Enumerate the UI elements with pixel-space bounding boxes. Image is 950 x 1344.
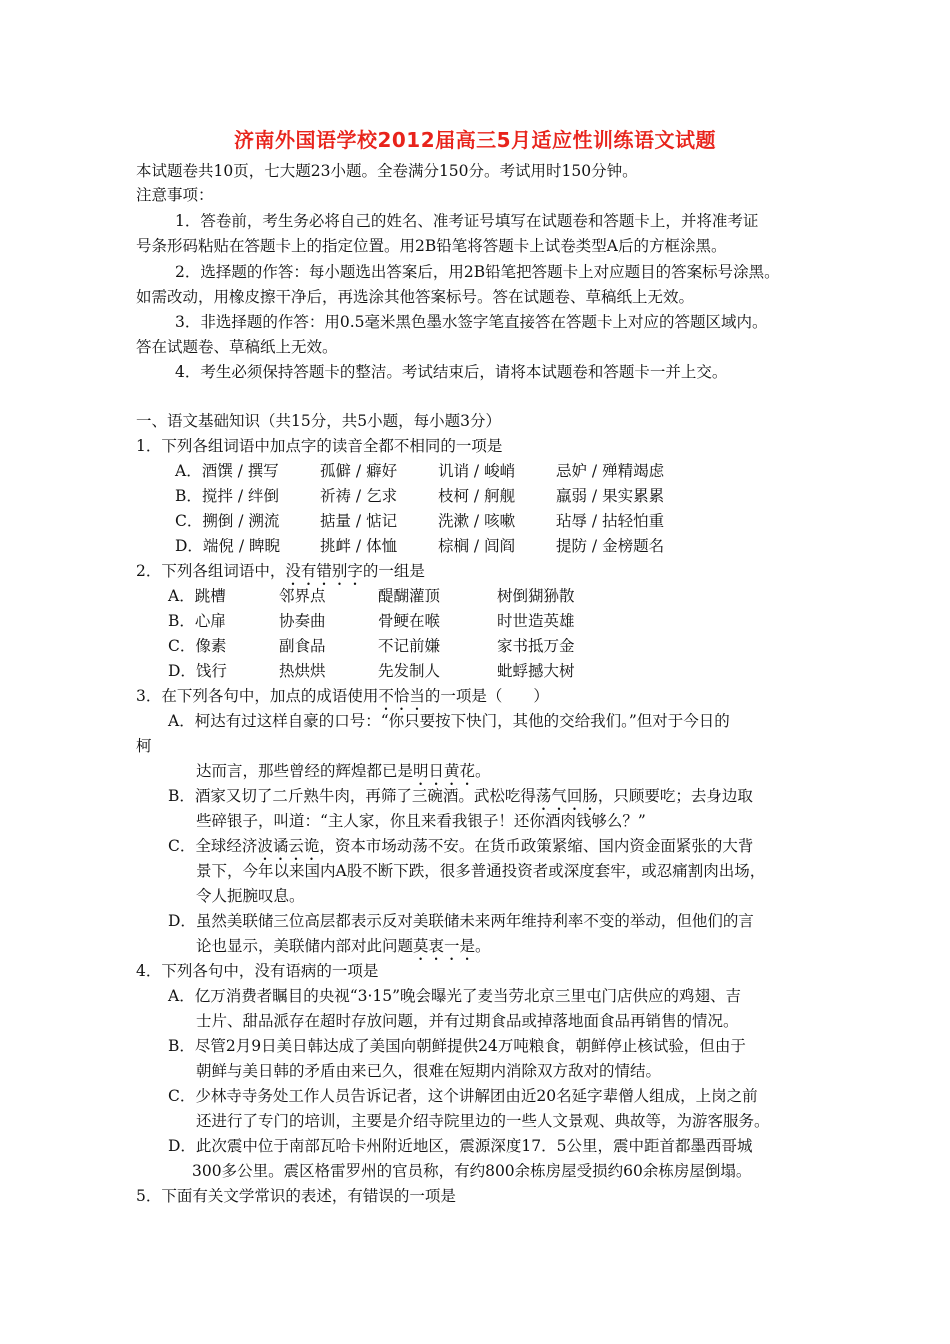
emphasized-idiom: 波谲云诡 [257, 837, 320, 855]
q2-cell: 热烘烘 [279, 662, 326, 680]
q3-option-c-line2: 景下，今年以来国内A股不断下跌，很多普通投资者或深度套牢，或忍痛割肉出场， [196, 862, 766, 880]
notice-4: 4．考生必须保持答题卡的整洁。考试结束后，请将本试题卷和答题卡一并上交。 [175, 363, 728, 381]
q1-cell: 洗漱 / 咳嗽 [438, 512, 516, 530]
q2-cell: 先发制人 [378, 662, 441, 680]
q1-cell: 羸弱 / 果实累累 [556, 487, 665, 505]
emphasized-idiom: 莫衷一是 [413, 937, 476, 955]
q1-cell: 棕榈 / 闾阎 [438, 537, 516, 555]
q1-cell: 掂量 / 惦记 [320, 512, 398, 530]
q1-cell: 枝柯 / 舸舰 [438, 487, 516, 505]
emphasized-idiom: 荡气回肠 [535, 787, 598, 805]
q2-cell: 副食品 [279, 637, 326, 655]
q3-option-d-line1: D．虽然美联储三位高层都表示反对美联储未来两年维持利率不变的举动，但他们的言 [168, 912, 754, 930]
page-title: 济南外国语学校2012届高三5月适应性训练语文试题 [233, 128, 717, 152]
q3-option-c-line1: C．全球经济波谲云诡，资本市场动荡不安。在货币政策紧缩、国内资金面紧张的大背 [168, 837, 754, 855]
q1-option-row [0, 510, 950, 532]
q2-option-row [0, 610, 950, 632]
q2-cell: 树倒猢狲散 [497, 587, 575, 605]
emphasized-idiom: 明日黄花 [413, 762, 476, 780]
notice-2b: 如需改动，用橡皮擦干净后，再选涂其他答案标号。答在试题卷、草稿纸上无效。 [136, 288, 695, 306]
q2-cell: 骨鲠在喉 [378, 612, 441, 630]
q1-cell: 挑衅 / 体恤 [320, 537, 398, 555]
q3-option-d-line2: 论也显示，美联储内部对此问题莫衷一是。 [196, 937, 491, 955]
q2-cell: C．像素 [168, 637, 227, 655]
q2-cell: 家书抵万金 [497, 637, 575, 655]
q2-option-row [0, 635, 950, 657]
notice-1b: 号条形码粘贴在答题卡上的指定位置。用2B铅笔将答题卡上试卷类型A后的方框涂黑。 [136, 237, 727, 255]
q2-cell: 蚍蜉撼大树 [497, 662, 575, 680]
q2-option-row [0, 660, 950, 682]
q1-option-row [0, 485, 950, 507]
q1-cell: 孤僻 / 癖好 [320, 462, 398, 480]
q3-option-a-line2: 达而言，那些曾经的辉煌都已是明日黄花。 [196, 762, 491, 780]
q1-cell: 讥诮 / 峻峭 [438, 462, 516, 480]
q4-option-c-line2: 还进行了专门的培训，主要是介绍寺院里边的一些人文景观、典故等，为游客服务。 [196, 1112, 770, 1130]
q4-option-d-line2: 300多公里。震区格雷罗州的官员称，有约800余栋房屋受损约60余栋房屋倒塌。 [192, 1162, 752, 1180]
q2-cell: 邻界点 [279, 587, 326, 605]
q2-cell: A．跳槽 [168, 587, 226, 605]
q2-option-row [0, 585, 950, 607]
question-1-stem: 1．下列各组词语中加点字的读音全都不相同的一项是 [136, 437, 503, 455]
q1-cell: 忌妒 / 殚精竭虑 [556, 462, 665, 480]
question-5-stem: 5．下面有关文学常识的表述，有错误的一项是 [136, 1187, 456, 1205]
q2-cell: B．心扉 [168, 612, 226, 630]
q3-option-b-line1: B．酒家又切了二斤熟牛肉，再筛了三碗酒。武松吃得荡气回肠，只顾要吃；去身边取 [168, 787, 753, 805]
q1-cell: C．搠倒 / 溯流 [175, 512, 280, 530]
q2-cell: 醍醐灌顶 [378, 587, 441, 605]
q4-option-d-line1: D．此次震中位于南部瓦哈卡州附近地区，震源深度17．5公里，震中距首都墨西哥城 [168, 1137, 753, 1155]
q2-cell: 不记前嫌 [378, 637, 441, 655]
q1-option-row [0, 460, 950, 482]
q1-cell: B．搅拌 / 绊倒 [175, 487, 279, 505]
notice-heading: 注意事项： [136, 186, 214, 204]
q3-option-a-wrap: 柯 [136, 737, 152, 755]
q1-cell: 玷辱 / 拈轻怕重 [556, 512, 665, 530]
notice-2a: 2．选择题的作答：每小题选出答案后，用2B铅笔把答题卡上对应题目的答案标号涂黑。 [175, 263, 780, 281]
q4-option-c-line1: C．少林寺寺务处工作人员告诉记者，这个讲解团由近20名延字辈僧人组成，上岗之前 [168, 1087, 758, 1105]
q1-option-row [0, 535, 950, 557]
question-4-stem: 4．下列各句中，没有语病的一项是 [136, 962, 379, 980]
notice-1a: 1．答卷前，考生务必将自己的姓名、准考证号填写在试题卷和答题卡上，并将准考证 [175, 212, 759, 230]
q4-option-b-line1: B．尽管2月9日美日韩达成了美国向朝鲜提供24万吨粮食，朝鲜停止核试验，但由于 [168, 1037, 746, 1055]
section-heading: 一、语文基础知识（共15分，共5小题，每小题3分） [136, 412, 501, 430]
q3-option-a-line1: A．柯达有过这样自豪的口号：“你只要按下快门，其他的交给我们。”但对于今日的 [168, 712, 730, 730]
question-3-stem: 3．在下列各句中，加点的成语使用不恰当的一项是（ ） [136, 687, 549, 705]
notice-3b: 答在试题卷、草稿纸上无效。 [136, 338, 338, 356]
question-2-stem: 2．下列各组词语中，没有错别字的一组是 [136, 562, 425, 580]
q4-option-a-line2: 士片、甜品派存在超时存放问题，并有过期食品或掉落地面食品再销售的情况。 [196, 1012, 739, 1030]
emphasized-text: 不恰当 [378, 687, 425, 705]
q4-option-b-line2: 朝鲜与美日韩的矛盾由来已久，很难在短期内消除双方敌对的情结。 [196, 1062, 662, 1080]
q1-cell: D．端倪 / 睥睨 [175, 537, 281, 555]
intro-line: 本试题卷共10页，七大题23小题。全卷满分150分。考试用时150分钟。 [136, 162, 638, 180]
q4-option-a-line1: A．亿万消费者瞩目的央视“3·15”晚会曝光了麦当劳北京三里屯门店供应的鸡翅、吉 [168, 987, 742, 1005]
q1-cell: 提防 / 金榜题名 [556, 537, 665, 555]
q2-cell: 协奏曲 [279, 612, 326, 630]
q1-cell: A．酒馔 / 撰写 [175, 462, 279, 480]
q3-option-c-line3: 令人扼腕叹息。 [196, 887, 305, 905]
q2-cell: 时世造英雄 [497, 612, 575, 630]
q3-option-b-line2: 些碎银子，叫道：“主人家，你且来看我银子！还你酒肉钱够么？” [196, 812, 646, 830]
q1-cell: 祈祷 / 乞求 [320, 487, 398, 505]
q2-cell: D．饯行 [168, 662, 227, 680]
notice-3a: 3．非选择题的作答：用0.5毫米黑色墨水签字笔直接答在答题卡上对应的答题区域内。 [175, 313, 768, 331]
emphasized-text: 没有错别字 [285, 562, 363, 580]
